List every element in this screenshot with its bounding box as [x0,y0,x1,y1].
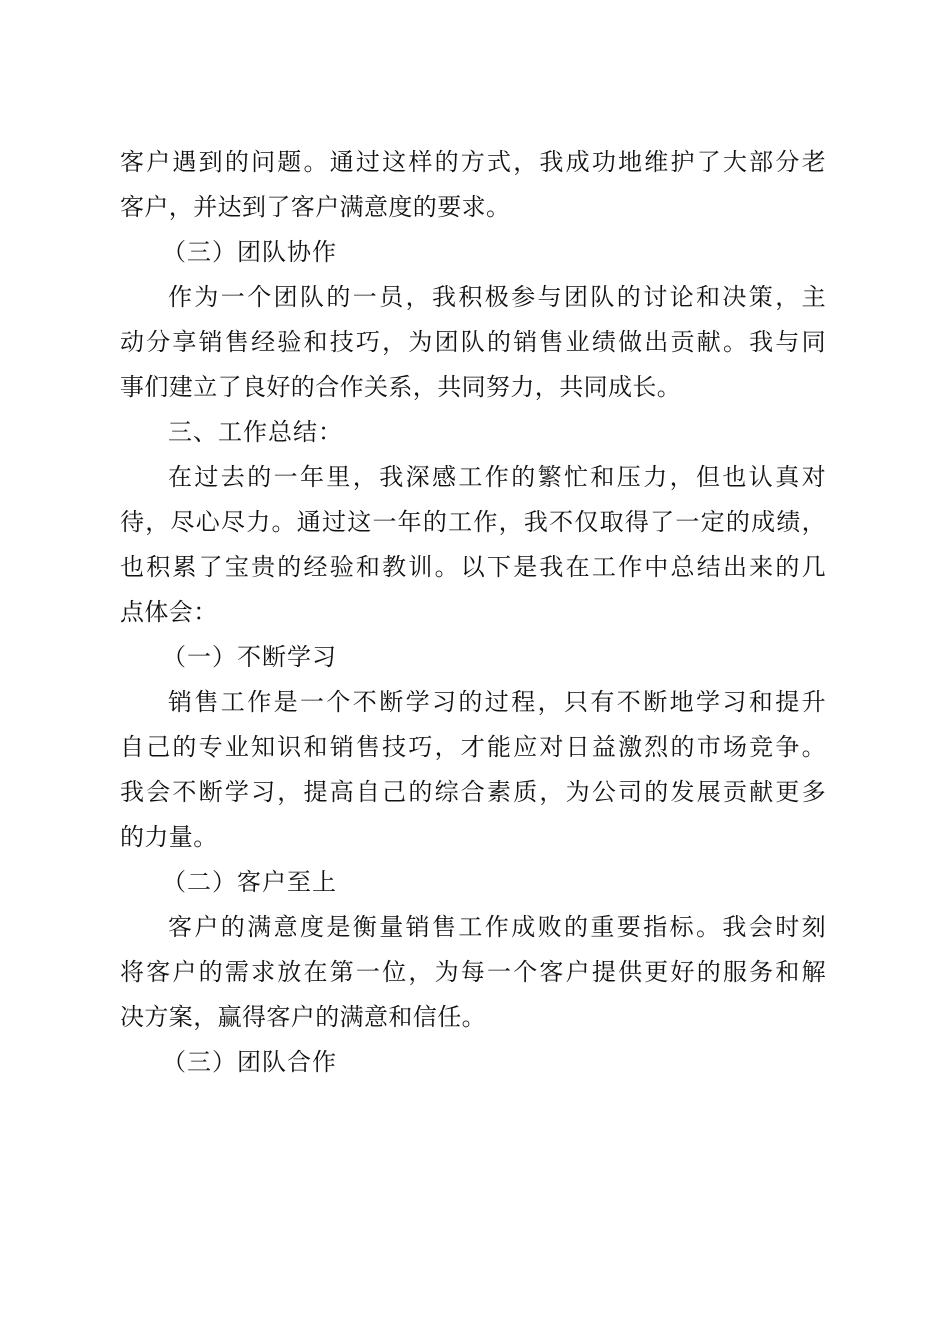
paragraph-line: 动分享销售经验和技巧，为团队的销售业绩做出贡献。我与同 [120,328,826,356]
paragraph-line: 决方案，赢得客户的满意和信任。 [120,1003,486,1031]
paragraph-line: 销售工作是一个不断学习的过程，只有不断地学习和提升 [168,688,826,716]
paragraph-line: 也积累了宝贵的经验和教训。以下是我在工作中总结出来的几 [120,553,826,581]
subheading-team-cooperation: （三）团队合作 [162,1048,337,1076]
paragraph-line: 事们建立了良好的合作关系，共同努力，共同成长。 [120,373,682,401]
paragraph-line: 我会不断学习，提高自己的综合素质，为公司的发展贡献更多 [120,778,826,806]
paragraph-line: 客户，并达到了客户满意度的要求。 [120,193,511,221]
paragraph-line: 作为一个团队的一员，我积极参与团队的讨论和决策，主 [168,283,826,311]
heading-work-summary: 三、工作总结： [168,418,343,446]
subheading-continuous-learning: （一）不断学习 [162,643,337,671]
paragraph-line: 点体会： [120,598,218,626]
paragraph-line: 客户遇到的问题。通过这样的方式，我成功地维护了大部分老 [120,148,826,176]
paragraph-line: 待，尽心尽力。通过这一年的工作，我不仅取得了一定的成绩， [120,508,826,536]
document-body [120,140,826,1085]
subheading-customer-first: （二）客户至上 [162,868,337,896]
subheading-team-collaboration: （三）团队协作 [162,238,337,266]
paragraph-line: 自己的专业知识和销售技巧，才能应对日益激烈的市场竞争。 [120,733,826,761]
paragraph-line: 将客户的需求放在第一位，为每一个客户提供更好的服务和解 [120,958,826,986]
paragraph-line: 在过去的一年里，我深感工作的繁忙和压力，但也认真对 [168,463,826,491]
paragraph-line: 客户的满意度是衡量销售工作成败的重要指标。我会时刻 [168,913,826,941]
paragraph-line: 的力量。 [120,823,218,851]
